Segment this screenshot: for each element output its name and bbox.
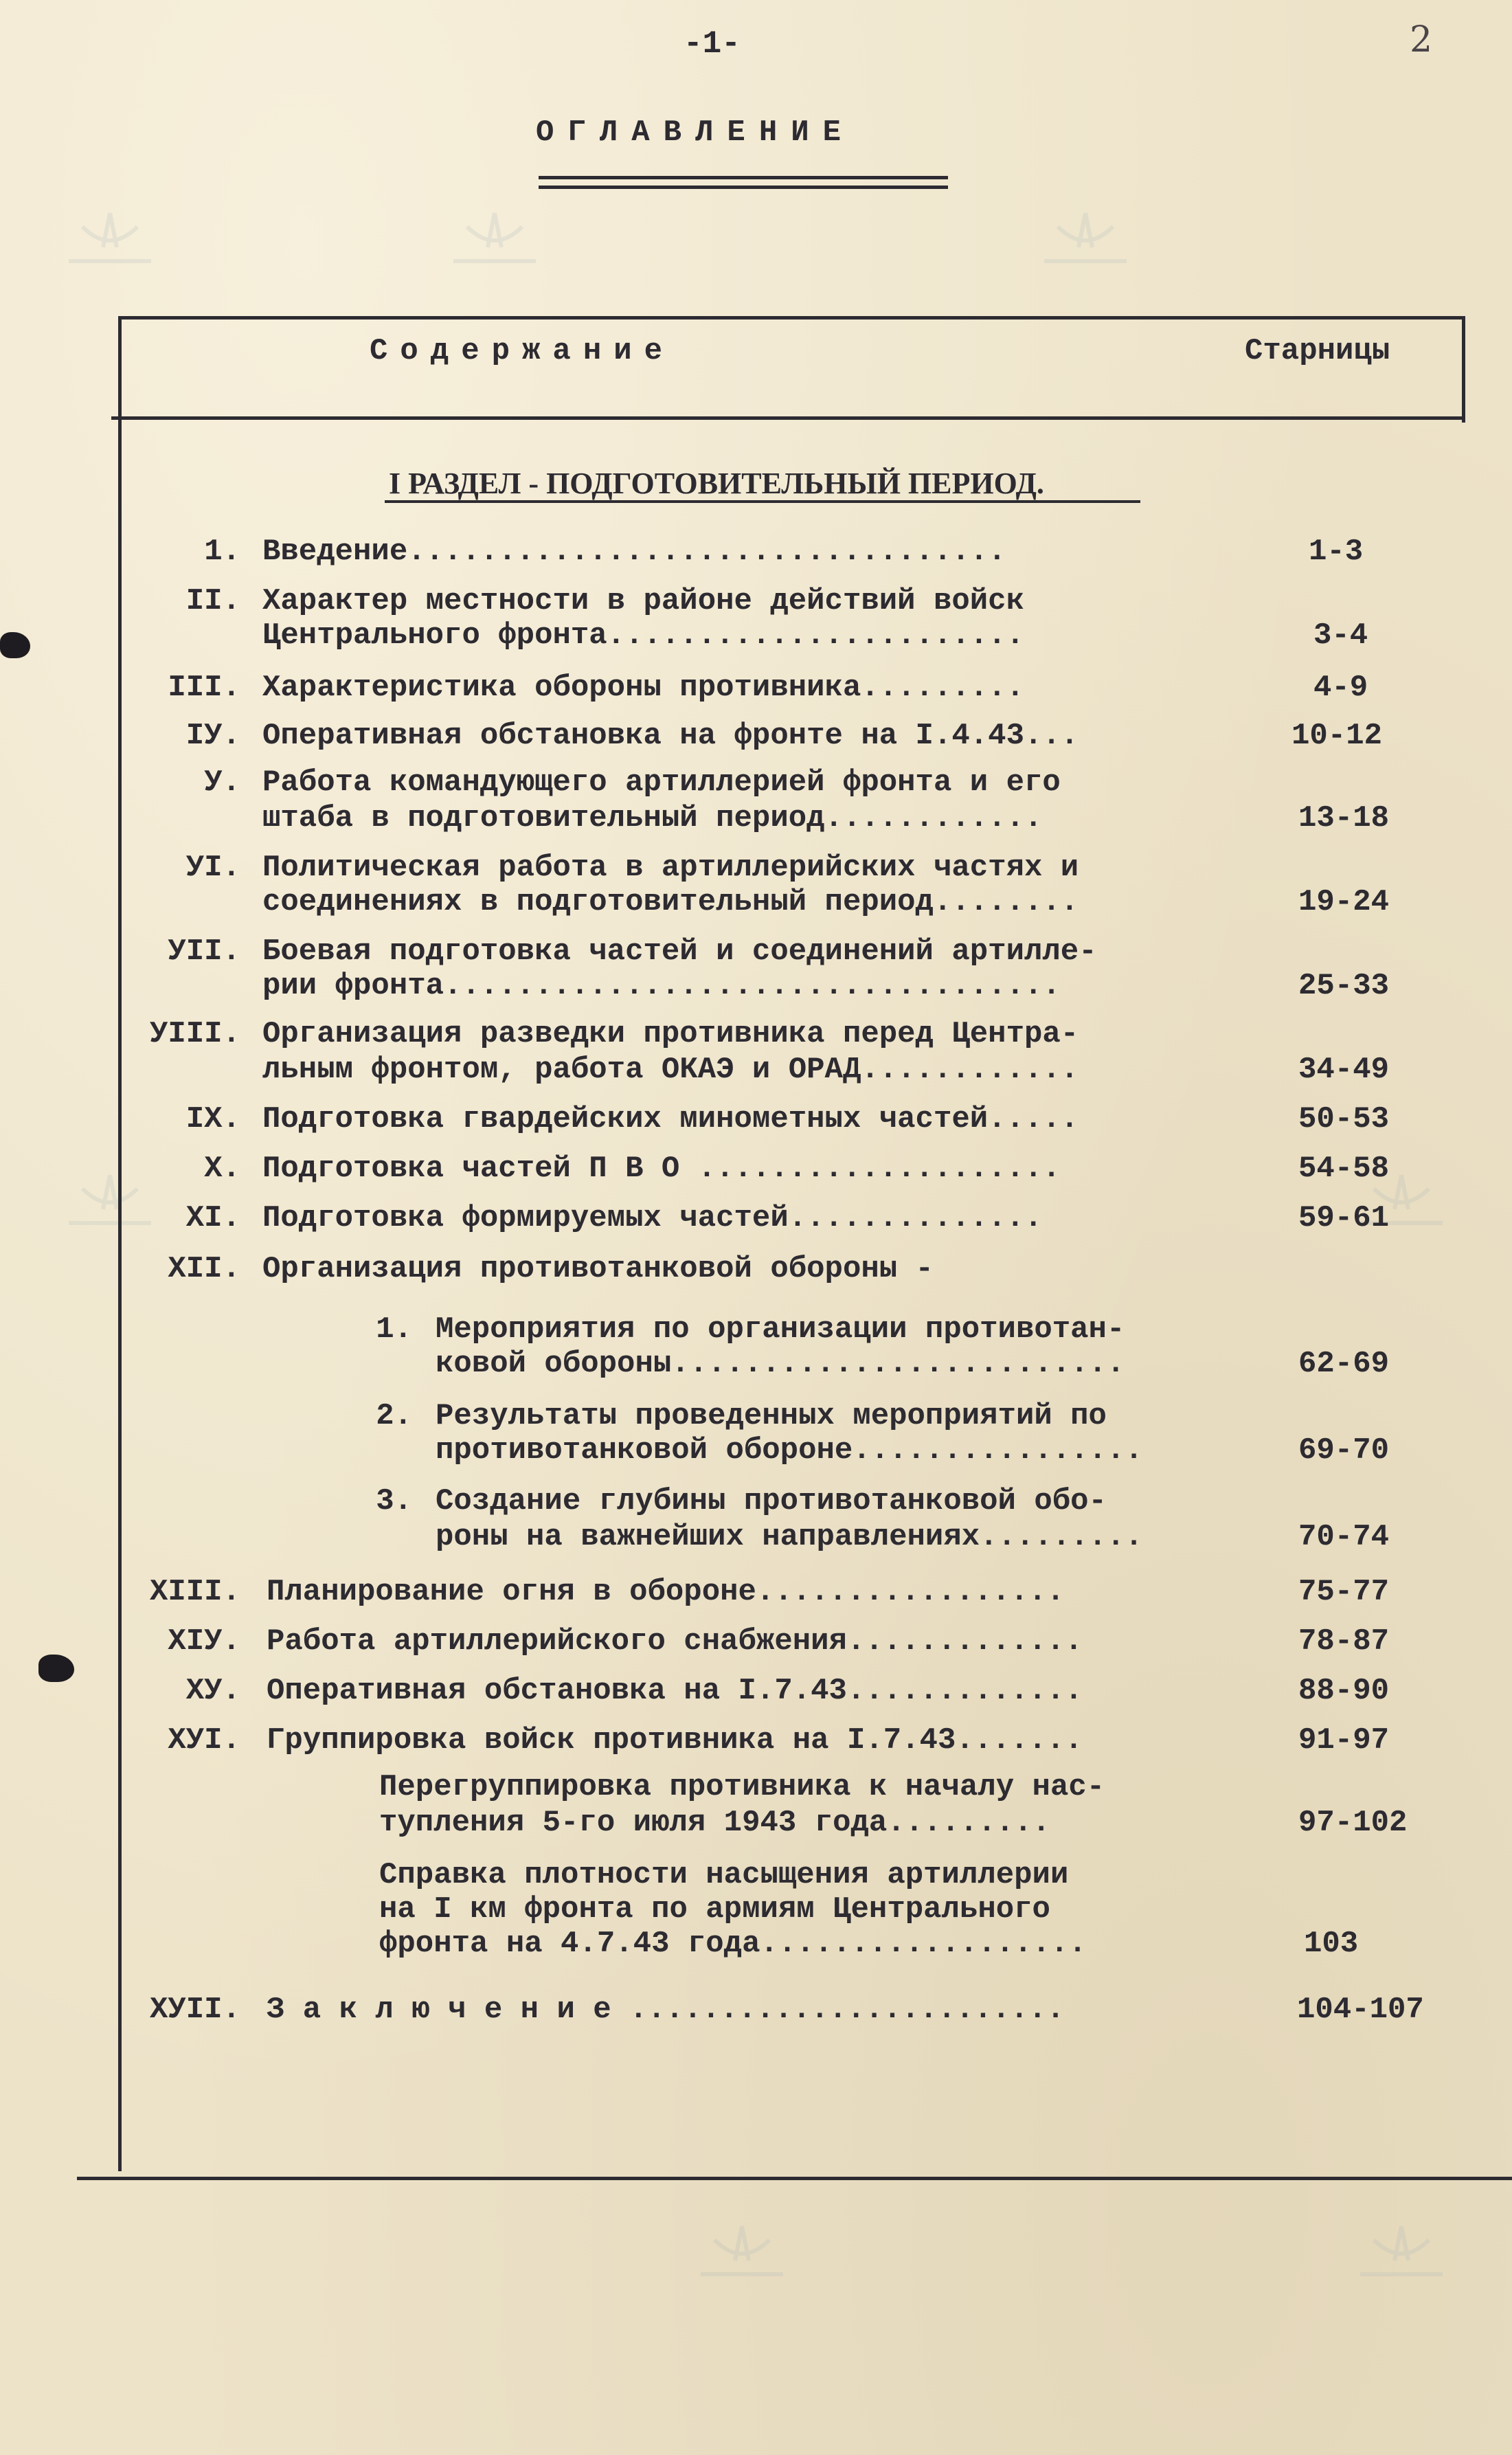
entry-title: Подготовка гвардейских минометных частей..... xyxy=(262,1102,1079,1136)
entry-title: Организация разведки противника перед Центра- xyxy=(262,1017,1079,1051)
entry-number: ХУ. xyxy=(185,1674,240,1708)
watermark-icon xyxy=(440,206,550,268)
entry-title: Планирование огня в обороне................. xyxy=(267,1575,1065,1609)
subentry-number: 2. xyxy=(376,1399,412,1433)
entry-title: З а к л ю ч е н и е ........................ xyxy=(267,1993,1065,2027)
page-title: ОГЛАВЛЕНИЕ xyxy=(536,115,855,150)
table-bottom-border xyxy=(77,2177,1512,2180)
entry-number: ХIII. xyxy=(149,1575,240,1609)
entry-page: 50-53 xyxy=(1298,1102,1390,1136)
entry-title: Характер местности в районе действий войск xyxy=(262,584,1024,618)
entry-page: 88-90 xyxy=(1298,1674,1390,1708)
entry-page: 97-102 xyxy=(1298,1806,1408,1840)
entry-page: 91-97 xyxy=(1298,1723,1390,1758)
watermark-icon xyxy=(1346,2219,1456,2281)
watermark-icon xyxy=(1030,206,1140,268)
subentry-title: Перегруппировка противника к началу нас- xyxy=(379,1770,1105,1804)
subentry-title: Создание глубины противотанковой обо- xyxy=(436,1484,1107,1518)
entry-page: 78-87 xyxy=(1298,1624,1390,1659)
column-header-content: Содержание xyxy=(370,334,675,368)
entry-title: Введение................................. xyxy=(262,535,1006,569)
watermark-icon xyxy=(55,206,165,268)
table-top-border xyxy=(118,316,1463,320)
entry-page: 75-77 xyxy=(1298,1575,1390,1609)
entry-number: ХIУ. xyxy=(168,1624,240,1659)
subentry-title: Результаты проведенных мероприятий по xyxy=(436,1399,1107,1433)
entry-number: УIII. xyxy=(149,1017,240,1051)
table-left-border xyxy=(118,316,122,2171)
entry-page: 3-4 xyxy=(1313,618,1368,653)
entry-number: ХII. xyxy=(168,1252,240,1286)
entry-number: IХ. xyxy=(185,1102,240,1136)
entry-page: 1-3 xyxy=(1309,535,1364,569)
entry-page: 25-33 xyxy=(1298,969,1390,1003)
entry-page: 69-70 xyxy=(1298,1433,1390,1468)
entry-title: Политическая работа в артиллерийских частях и xyxy=(262,851,1079,885)
entry-page: 59-61 xyxy=(1298,1201,1390,1235)
entry-title-cont: соединениях в подготовительный период........ xyxy=(262,885,1079,919)
entry-number: УII. xyxy=(168,934,240,969)
entry-number: IУ. xyxy=(185,719,240,753)
entry-page: 10-12 xyxy=(1291,719,1383,753)
entry-number: 1. xyxy=(204,535,240,569)
entry-page: 54-58 xyxy=(1298,1152,1390,1186)
entry-page: 104-107 xyxy=(1297,1993,1424,2027)
archive-page-number: 2 xyxy=(1410,19,1433,60)
entry-number: III. xyxy=(168,671,240,705)
entry-number: УI. xyxy=(185,851,240,885)
ink-mark xyxy=(0,632,30,658)
entry-number: ХУI. xyxy=(168,1723,240,1758)
entry-page: 62-69 xyxy=(1298,1347,1390,1381)
entry-number: II. xyxy=(185,584,240,618)
subentry-number: 3. xyxy=(376,1484,412,1518)
entry-title-cont: рии фронта.................................. xyxy=(262,969,1061,1003)
subentry-title-cont: противотанковой обороне................ xyxy=(436,1433,1143,1468)
entry-number: ХI. xyxy=(185,1201,240,1235)
typed-page-number: -1- xyxy=(684,26,741,62)
entry-title-cont: штаба в подготовительный период............ xyxy=(262,801,1043,836)
entry-title-cont: льным фронтом, работа ОКАЭ и ОРАД............ xyxy=(262,1053,1079,1087)
subentry-title-cont: тупления 5-го июля 1943 года......... xyxy=(379,1806,1050,1840)
entry-page: 70-74 xyxy=(1298,1520,1390,1554)
section-underline xyxy=(385,500,1140,503)
entry-page: 34-49 xyxy=(1298,1053,1390,1087)
entry-page: 19-24 xyxy=(1298,885,1390,919)
table-right-border xyxy=(1462,316,1465,423)
entry-title: Боевая подготовка частей и соединений артилле- xyxy=(262,934,1097,969)
ink-mark xyxy=(38,1655,74,1682)
entry-title: Группировка войск противника на I.7.43....... xyxy=(267,1723,1083,1758)
watermark-icon xyxy=(55,1168,165,1230)
entry-title: Подготовка частей П В О .................... xyxy=(262,1152,1061,1186)
table-header-border xyxy=(111,416,1463,420)
entry-number: У. xyxy=(204,765,240,800)
entry-title: Характеристика обороны противника......... xyxy=(262,671,1024,705)
subentry-number: 1. xyxy=(376,1312,412,1347)
column-header-pages: Старницы xyxy=(1245,334,1390,368)
entry-title: Работа артиллерийского снабжения............. xyxy=(267,1624,1083,1659)
entry-page: 4-9 xyxy=(1313,671,1368,705)
entry-page: 103 xyxy=(1304,1927,1359,1961)
entry-page: 13-18 xyxy=(1298,801,1390,836)
entry-number: ХУII. xyxy=(149,1993,240,2027)
entry-number: Х. xyxy=(204,1152,240,1186)
subentry-title-cont: на I км фронта по армиям Центрального xyxy=(379,1892,1050,1927)
subentry-title: Справка плотности насыщения артиллерии xyxy=(379,1858,1069,1892)
subentry-title-cont: роны на важнейших направлениях......... xyxy=(436,1520,1143,1554)
title-underline xyxy=(539,176,948,179)
entry-title: Оперативная обстановка на фронте на I.4.43... xyxy=(262,719,1079,753)
section-title: I РАЗДЕЛ - ПОДГОТОВИТЕЛЬНЫЙ ПЕРИОД. xyxy=(389,467,1044,500)
entry-title: Подготовка формируемых частей.............. xyxy=(262,1201,1043,1235)
title-underline xyxy=(539,186,948,189)
entry-title: Оперативная обстановка на I.7.43............. xyxy=(267,1674,1083,1708)
subentry-title-cont: фронта на 4.7.43 года.................. xyxy=(379,1927,1087,1961)
watermark-icon xyxy=(687,2219,797,2281)
entry-title: Работа командующего артиллерией фронта и его xyxy=(262,765,1061,800)
entry-title-cont: Центрального фронта....................... xyxy=(262,618,1024,653)
entry-title: Организация противотанковой обороны - xyxy=(262,1252,934,1286)
subentry-title-cont: ковой обороны......................... xyxy=(436,1347,1125,1381)
subentry-title: Мероприятия по организации противотан- xyxy=(436,1312,1125,1347)
